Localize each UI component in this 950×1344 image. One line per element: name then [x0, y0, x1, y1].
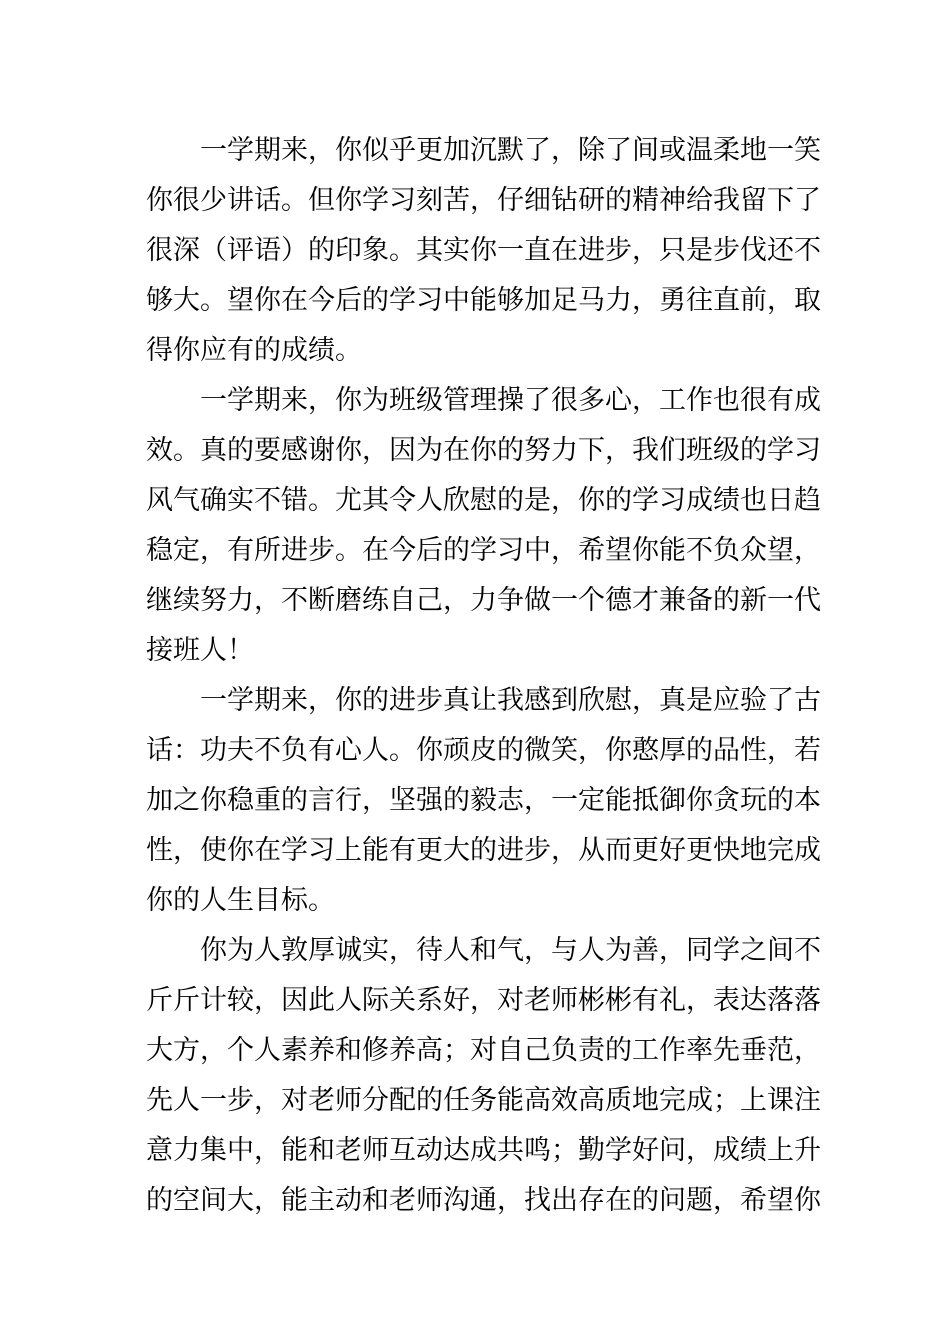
- paragraph-4-line-6: 的空间大，能主动和老师沟通，找出存在的问题，希望你: [146, 1185, 821, 1216]
- paragraph-3-line-5: 你的人生目标。: [146, 885, 335, 916]
- paragraph-4-line-3: 大方，个人素养和修养高；对自己负责的工作率先垂范，: [146, 1035, 821, 1066]
- paragraph-2-line-6: 接班人！: [146, 635, 254, 666]
- paragraph-3-line-1: 一学期来，你的进步真让我感到欣慰，真是应验了古: [200, 685, 821, 716]
- paragraph-4-line-1: 你为人敦厚诚实，待人和气，与人为善，同学之间不: [200, 935, 821, 966]
- paragraph-3-line-4: 性，使你在学习上能有更大的进步，从而更好更快地完成: [146, 835, 821, 866]
- paragraph-1-line-3: 很深（评语）的印象。其实你一直在进步，只是步伐还不: [146, 235, 821, 266]
- paragraph-2-line-2: 效。真的要感谢你，因为在你的努力下，我们班级的学习: [146, 435, 821, 466]
- paragraph-3-line-2: 话：功夫不负有心人。你顽皮的微笑，你憨厚的品性，若: [146, 735, 821, 766]
- paragraph-4-line-4: 先人一步，对老师分配的任务能高效高质地完成；上课注: [146, 1085, 821, 1116]
- paragraph-3-line-3: 加之你稳重的言行，坚强的毅志，一定能抵御你贪玩的本: [146, 785, 821, 816]
- paragraph-4-line-5: 意力集中，能和老师互动达成共鸣；勤学好问，成绩上升: [146, 1135, 821, 1166]
- document-body: [146, 126, 821, 1226]
- paragraph-2-line-1: 一学期来，你为班级管理操了很多心，工作也很有成: [200, 385, 821, 416]
- paragraph-2-line-3: 风气确实不错。尤其令人欣慰的是，你的学习成绩也日趋: [146, 485, 821, 516]
- paragraph-4-line-2: 斤斤计较，因此人际关系好，对老师彬彬有礼，表达落落: [146, 985, 821, 1016]
- paragraph-2-line-4: 稳定，有所进步。在今后的学习中，希望你能不负众望，: [146, 535, 821, 566]
- paragraph-1-line-4: 够大。望你在今后的学习中能够加足马力，勇往直前，取: [146, 285, 821, 316]
- paragraph-1-line-5: 得你应有的成绩。: [146, 335, 362, 366]
- paragraph-1-line-1: 一学期来，你似乎更加沉默了，除了间或温柔地一笑: [200, 135, 821, 166]
- paragraph-2-line-5: 继续努力，不断磨练自己，力争做一个德才兼备的新一代: [146, 585, 821, 616]
- paragraph-1-line-2: 你很少讲话。但你学习刻苦，仔细钻研的精神给我留下了: [146, 185, 821, 216]
